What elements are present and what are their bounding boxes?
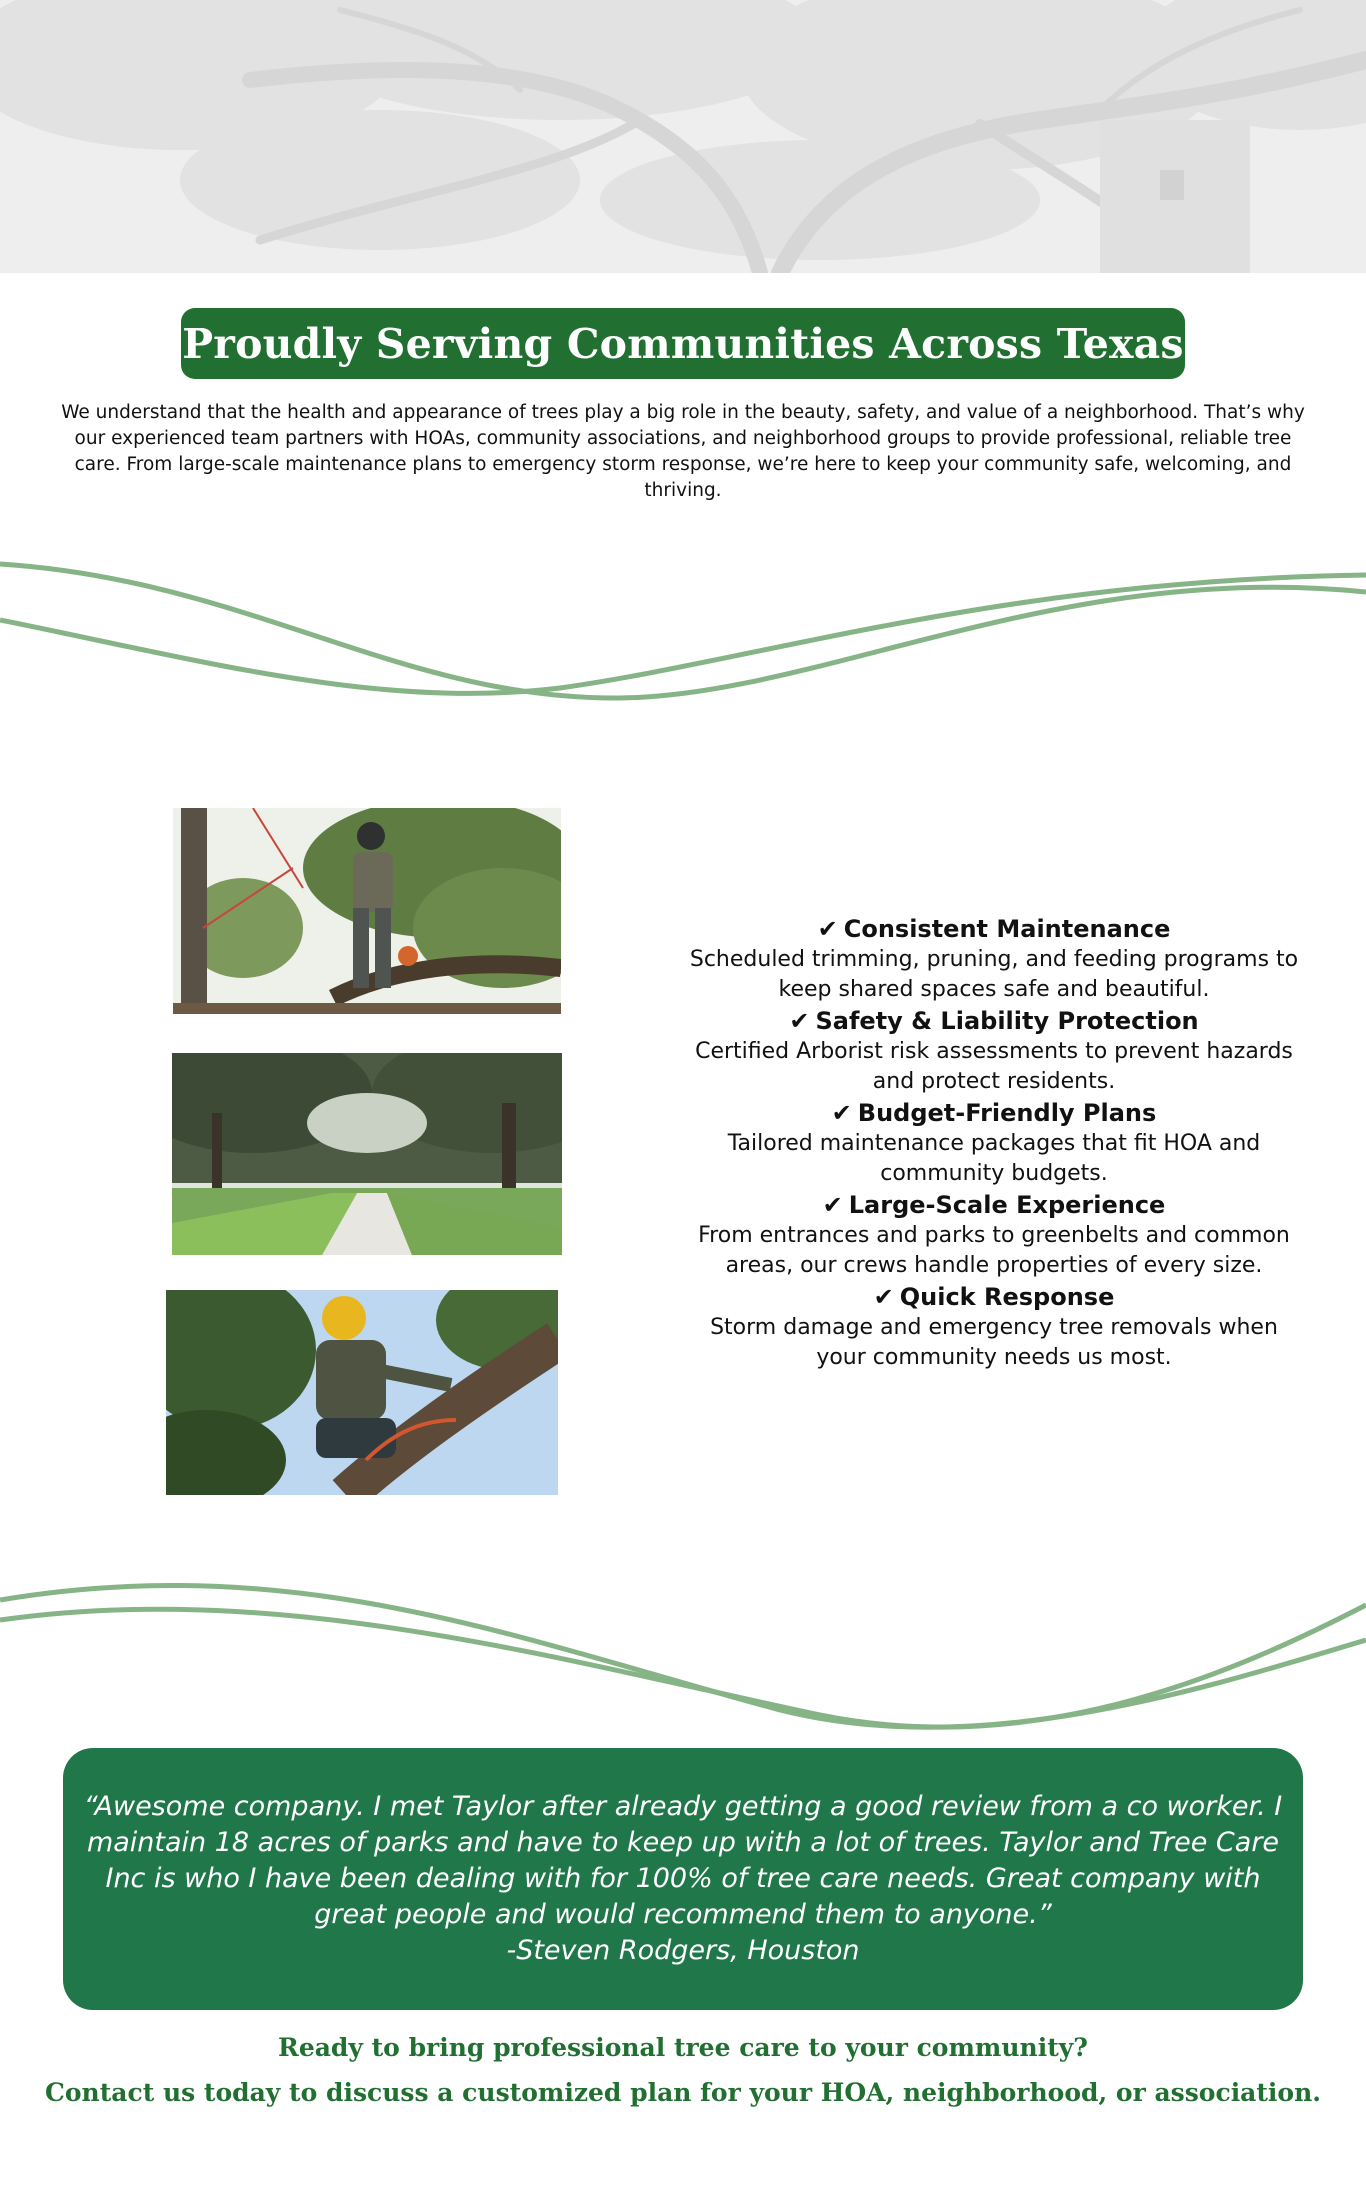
feature-item (686, 1005, 1302, 1097)
oak-tree-canopy-icon (0, 0, 1366, 273)
feature-title: ✔ Large-Scale Experience (822, 1191, 1166, 1219)
checkmark-icon: ✔ (873, 1283, 894, 1311)
checkmark-icon: ✔ (822, 1191, 843, 1219)
feature-description: Certified Arborist risk assessments to prevent hazards and protect residents. (695, 1039, 1293, 1094)
feature-description: Scheduled trimming, pruning, and feeding programs to keep shared spaces safe and beautiful. (689, 947, 1299, 1002)
photo-arborist-helmet (166, 1290, 558, 1495)
intro-paragraph: We understand that the health and appearance of trees play a big role in the beauty, safety, and value of a neighborhood. That’s why our experienced team partners with HOAs, community associations, and neighborhood groups to provide professional, reliable tree care. From large-scale maintenance plans to emergency storm response, we’re here to keep your community safe, welcoming, and thriving. (61, 402, 1305, 501)
checkmark-icon: ✔ (817, 915, 838, 943)
cta-line-2: Contact us today to discuss a customized plan for your HOA, neighborhood, or association. (44, 2078, 1321, 2107)
arborist-climbing-icon (173, 808, 561, 1014)
decorative-wave-top (0, 520, 1366, 720)
checkmark-icon: ✔ (831, 1099, 852, 1127)
feature-title: ✔ Budget-Friendly Plans (831, 1099, 1157, 1127)
feature-item (686, 1097, 1302, 1189)
photo-arborist-climbing (173, 808, 561, 1014)
testimonial-quote: “Awesome company. I met Taylor after already getting a good review from a co worker. I maintain 18 acres of parks and have to keep up with a lot of trees. Taylor and Tree Care Inc is who I have been dealing with for 100% of tree care needs. Great company with great people and would recommend them to anyone.” (83, 1791, 1283, 1930)
feature-item (686, 913, 1302, 1005)
checkmark-icon: ✔ (789, 1007, 810, 1035)
cta-line-1: Ready to bring professional tree care to your community? (278, 2033, 1088, 2062)
feature-description: From entrances and parks to greenbelts and common areas, our crews handle properties of every size. (698, 1223, 1290, 1278)
testimonial-author: -Steven Rodgers, Houston (506, 1935, 860, 1966)
arborist-helmet-icon (166, 1290, 558, 1495)
feature-title: ✔ Quick Response (873, 1283, 1115, 1311)
features-list (686, 913, 1302, 1373)
feature-item (686, 1189, 1302, 1281)
tree-lined-street-icon (172, 1053, 562, 1255)
feature-description: Storm damage and emergency tree removals when your community needs us most. (710, 1315, 1278, 1370)
section-title: Proudly Serving Communities Across Texas (182, 319, 1184, 368)
feature-title: ✔ Consistent Maintenance (817, 915, 1171, 943)
feature-title: ✔ Safety & Liability Protection (789, 1007, 1199, 1035)
testimonial-card (63, 1748, 1303, 2010)
section-title-badge (181, 308, 1185, 379)
feature-description: Tailored maintenance packages that fit HOA and community budgets. (727, 1131, 1261, 1186)
decorative-wave-bottom (0, 1560, 1366, 1750)
feature-item (686, 1281, 1302, 1373)
photo-tree-lined-street (172, 1053, 562, 1255)
hero-banner-image (0, 0, 1366, 273)
